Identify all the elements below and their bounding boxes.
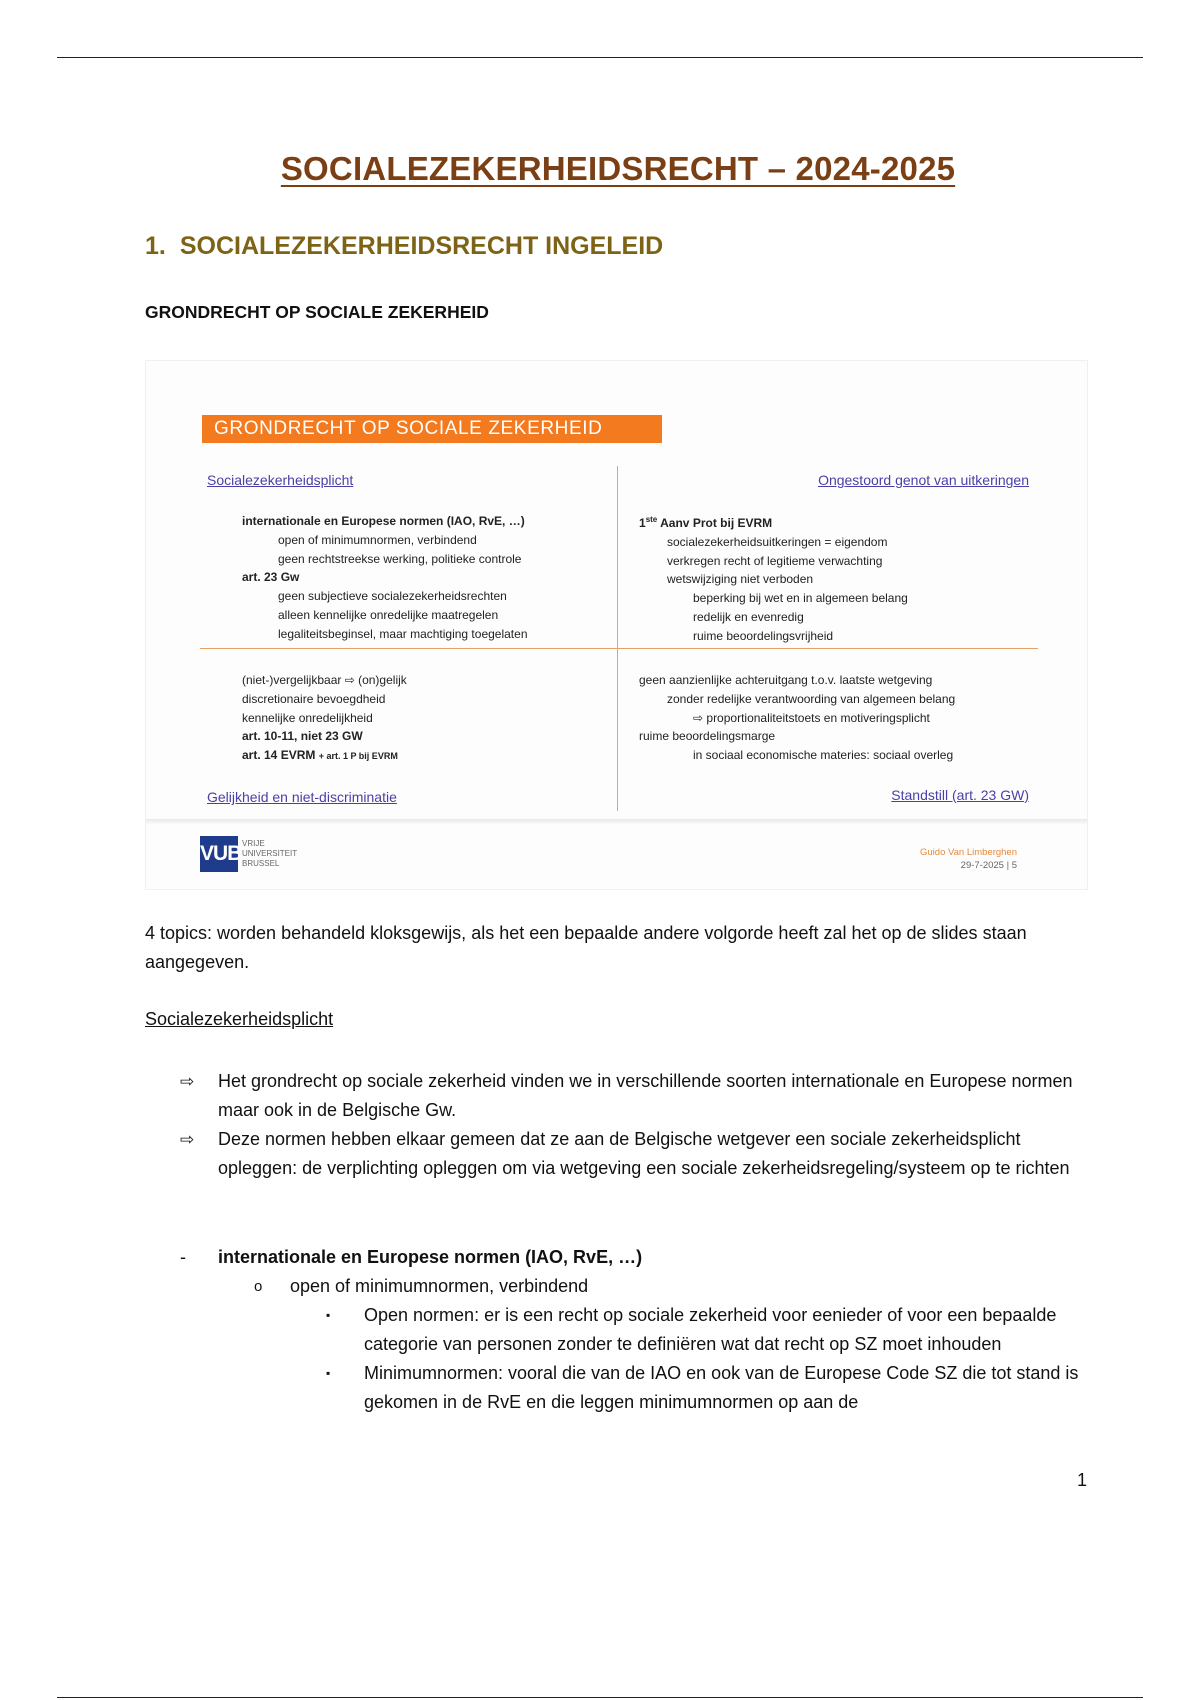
list-item xyxy=(326,1301,1090,1359)
list-item-text: Minimumnormen: vooral die van de IAO en ook van de Europese Code SZ die tot stand is gekomen in de RvE en die leggen minimumnormen op aan de xyxy=(364,1363,1079,1412)
slide-line: geen subjectieve socialezekerheidsrechten xyxy=(278,589,507,604)
slide-block-bottom-left xyxy=(242,671,407,766)
intro-paragraph: 4 topics: worden behandeld kloksgewijs, als het een bepaalde andere volgorde heeft zal het op de slides staan aangegeven. xyxy=(145,923,1027,972)
arrow-icon: ⇨ xyxy=(180,1130,195,1149)
section-heading xyxy=(145,232,663,261)
logo-line: BRUSSEL xyxy=(242,859,280,868)
slide-block-top-right xyxy=(639,511,908,646)
slide-line: redelijk en evenredig xyxy=(693,609,804,624)
list-item-text: Deze normen hebben elkaar gemeen dat ze aan de Belgische wetgever een sociale zekerheidsplicht opleggen: de verplichting opleggen om via wetgeving een sociale zekerheidsregeling/systeem op te richten xyxy=(218,1129,1070,1178)
slide-line: alleen kennelijke onredelijke maatregelen xyxy=(278,607,499,622)
slide-label-bottom-left: Gelijkheid en niet-discriminatie xyxy=(207,789,397,805)
author-name: Guido Van Limberghen xyxy=(920,847,1017,858)
slide-line: in sociaal economische materies: sociaal overleg xyxy=(693,748,954,763)
subsection-heading: GRONDRECHT OP SOCIALE ZEKERHEID xyxy=(145,302,489,322)
list-item-text: Het grondrecht op sociale zekerheid vinden we in verschillende soorten internationale en Europese normen maar ook in de Belgische Gw. xyxy=(218,1071,1073,1120)
list-item xyxy=(326,1359,1090,1417)
section-number: 1. xyxy=(145,232,166,260)
bullet-list xyxy=(326,1301,1090,1417)
vub-logo-mark: VUB xyxy=(200,836,238,872)
dash-item-text: internationale en Europese normen (IAO, RvE, …) xyxy=(218,1247,643,1267)
dash-marker: - xyxy=(180,1247,186,1267)
subsection-label: Socialezekerheidsplicht xyxy=(145,1009,334,1029)
slide-line: geen rechtstreekse werking, politieke controle xyxy=(278,551,522,566)
section-title: SOCIALEZEKERHEIDSRECHT INGELEID xyxy=(179,232,664,260)
logo-line: VRIJE xyxy=(242,839,265,848)
slide-line: (niet-)vergelijkbaar ⇨ (on)gelijk xyxy=(242,673,407,687)
slide-line: ruime beoordelingsmarge xyxy=(639,729,776,744)
slide-line: kennelijke onredelijkheid xyxy=(242,710,373,725)
vub-logo-text xyxy=(242,839,297,869)
slide-block-top-left xyxy=(242,512,528,644)
square-bullet-icon: ▪ xyxy=(326,1366,331,1380)
footer-rule xyxy=(57,1697,1143,1698)
vub-logo xyxy=(200,836,297,872)
slide-line: verkregen recht of legitieme verwachting xyxy=(667,553,883,568)
list-item xyxy=(180,1067,1090,1125)
slide-line xyxy=(639,511,908,533)
slide-label-top-right: Ongestoord genot van uitkeringen xyxy=(818,472,1029,488)
square-bullet-icon: ▪ xyxy=(326,1308,331,1322)
slide-line xyxy=(242,746,407,766)
evrm-art: art. 14 EVRM xyxy=(242,748,316,763)
circle-bullet-icon: o xyxy=(254,1278,263,1295)
slide-line: socialezekerheidsuitkeringen = eigendom xyxy=(667,534,888,549)
slide-date-page: 29-7-2025 | 5 xyxy=(960,860,1017,871)
slide-line: ruime beoordelingsvrijheid xyxy=(693,628,834,643)
slide-image xyxy=(145,360,1088,890)
logo-line: UNIVERSITEIT xyxy=(242,849,298,858)
slide-line: art. 23 Gw xyxy=(242,570,300,585)
arrow-icon: ⇨ xyxy=(180,1072,195,1091)
slide-label-bottom-right: Standstill (art. 23 GW) xyxy=(891,787,1029,803)
slide-horizontal-divider xyxy=(200,648,1038,649)
slide-footer-band xyxy=(146,819,1087,824)
slide-line: wetswijziging niet verboden xyxy=(667,572,814,587)
dash-list-item xyxy=(180,1243,642,1272)
slide-line: geen aanzienlijke achteruitgang t.o.v. laatste wetgeving xyxy=(639,673,933,687)
evrm-extra: + art. 1 P bij EVRM xyxy=(318,751,398,762)
document-title: SOCIALEZEKERHEIDSRECHT – 2024-2025 xyxy=(280,150,956,187)
prot-number: 1 xyxy=(639,516,646,530)
slide-vertical-divider xyxy=(617,466,618,811)
arrow-list xyxy=(180,1067,1090,1183)
slide-line: discretionaire bevoegdheid xyxy=(242,691,386,706)
circle-item-text: open of minimumnormen, verbindend xyxy=(290,1276,589,1296)
header-rule xyxy=(57,57,1143,58)
slide-block-bottom-right xyxy=(639,671,955,765)
list-item-text: Open normen: er is een recht op sociale zekerheid voor eenieder of voor een bepaalde categorie van personen zonder te definiëren wat dat recht op SZ moet inhouden xyxy=(364,1305,1057,1354)
slide-line: beperking bij wet en in algemeen belang xyxy=(693,591,908,606)
slide-line: zonder redelijke verantwoording van algemeen belang xyxy=(667,691,956,706)
slide-author xyxy=(920,846,1017,872)
slide-line: open of minimumnormen, verbindend xyxy=(278,532,477,547)
circle-list-item xyxy=(254,1272,588,1301)
prot-suffix: ste xyxy=(645,515,658,524)
slide-line: art. 10-11, niet 23 GW xyxy=(242,729,363,744)
prot-heading: Aanv Prot bij EVRM xyxy=(660,516,773,530)
slide-line: internationale en Europese normen (IAO, RvE, …) xyxy=(242,514,525,528)
page-number: 1 xyxy=(1077,1470,1088,1490)
slide-title: GRONDRECHT OP SOCIALE ZEKERHEID xyxy=(202,415,662,443)
list-item xyxy=(180,1125,1090,1183)
slide-line: legaliteitsbeginsel, maar machtiging toegelaten xyxy=(278,626,528,641)
slide-label-top-left: Socialezekerheidsplicht xyxy=(207,472,354,488)
slide-line: ⇨ proportionaliteitstoets en motiveringsplicht xyxy=(693,710,930,725)
